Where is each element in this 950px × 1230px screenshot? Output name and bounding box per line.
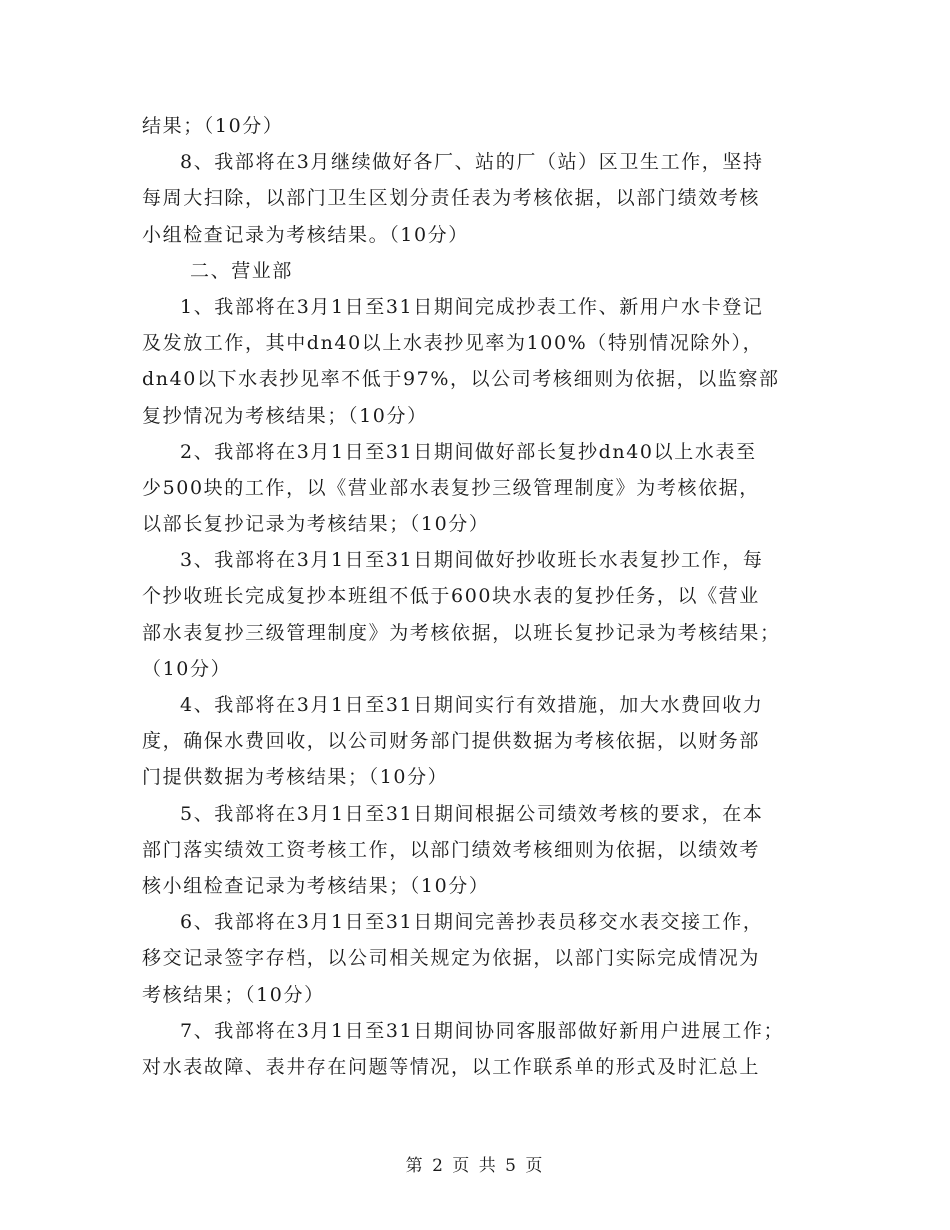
text-line: （10分） bbox=[142, 657, 232, 680]
text-line: 5、我部将在3月1日至31日期间根据公司绩效考核的要求，在本 bbox=[180, 802, 764, 825]
text-line: 2、我部将在3月1日至31日期间做好部长复抄dn40以上水表至 bbox=[180, 440, 757, 463]
section-heading: 二、营业部 bbox=[190, 259, 294, 282]
text-line: 核小组检查记录为考核结果；（10分） bbox=[142, 874, 490, 897]
text-line: 结果；（10分） bbox=[142, 115, 284, 137]
text-line: dn40以下水表抄见率不低于97%，以公司考核细则为依据，以监察部 bbox=[142, 368, 780, 391]
text-line: 移交记录签字存档，以公司相关规定为依据，以部门实际完成情况为 bbox=[142, 947, 761, 970]
text-line: 考核结果；（10分） bbox=[142, 983, 325, 1006]
text-line: 度，确保水费回收，以公司财务部门提供数据为考核依据，以财务部 bbox=[142, 730, 761, 753]
document-body bbox=[142, 108, 814, 1085]
text-line: 7、我部将在3月1日至31日期间协同客服部做好新用户进展工作； bbox=[180, 1019, 785, 1042]
text-line: 少500块的工作，以《营业部水表复抄三级管理制度》为考核依据， bbox=[142, 476, 760, 499]
text-line: 每周大扫除，以部门卫生区划分责任表为考核依据，以部门绩效考核 bbox=[142, 187, 761, 210]
page-footer: 第 2 页 共 5 页 bbox=[405, 1156, 545, 1176]
text-line: 部水表复抄三级管理制度》为考核依据，以班长复抄记录为考核结果； bbox=[142, 621, 781, 644]
text-line: 4、我部将在3月1日至31日期间实行有效措施，加大水费回收力 bbox=[180, 694, 764, 716]
text-line: 复抄情况为考核结果；（10分） bbox=[142, 404, 428, 427]
text-line: 6、我部将在3月1日至31日期间完善抄表员移交水表交接工作， bbox=[180, 911, 764, 934]
text-line: 1、我部将在3月1日至31日期间完成抄表工作、新用户水卡登记 bbox=[180, 295, 764, 318]
text-line: 以部长复抄记录为考核结果；（10分） bbox=[142, 513, 490, 536]
text-line: 3、我部将在3月1日至31日期间做好抄收班长水表复抄工作，每 bbox=[180, 549, 764, 572]
text-line: 个抄收班长完成复抄本班组不低于600块水表的复抄任务，以《营业 bbox=[142, 585, 760, 608]
text-line: 对水表故障、表井存在问题等情况，以工作联系单的形式及时汇总上 bbox=[142, 1055, 761, 1078]
text-line: 及发放工作，其中dn40以上水表抄见率为100%（特别情况除外）， bbox=[142, 332, 764, 355]
text-line: 小组检查记录为考核结果。（10分） bbox=[142, 223, 469, 246]
text-line: 门提供数据为考核结果；（10分） bbox=[142, 766, 449, 789]
text-line: 部门落实绩效工资考核工作，以部门绩效考核细则为依据，以绩效考 bbox=[142, 838, 761, 861]
text-line: 8、我部将在3月继续做好各厂、站的厂（站）区卫生工作，坚持 bbox=[180, 151, 764, 174]
